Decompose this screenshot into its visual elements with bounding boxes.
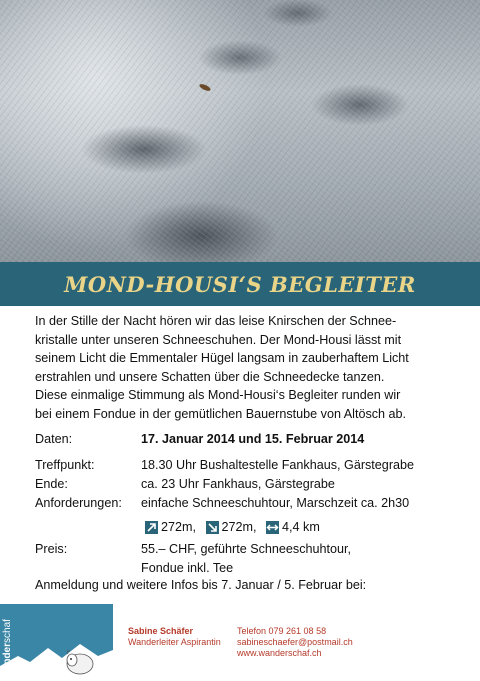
contact-details <box>237 626 353 659</box>
contact-web[interactable]: www.wanderschaf.ch <box>237 648 322 658</box>
distance-metric <box>266 520 320 534</box>
intro-line: bei einem Fondue in der gemütlichen Bauernstube von Altösch ab. <box>35 406 407 421</box>
preis-label: Preis: <box>35 542 68 556</box>
daten-label: Daten: <box>35 432 73 446</box>
anforderungen-value: einfache Schneeschuhtour, Marschzeit ca. 2h30 <box>141 496 410 510</box>
contact-email[interactable]: sabineschaefer@postmail.ch <box>237 637 353 647</box>
preis-value: 55.– CHF, geführte Schneeschuhtour, <box>141 542 352 556</box>
distance-arrows-icon <box>266 521 279 534</box>
anforderungen-label: Anforderungen: <box>35 496 122 510</box>
logo-wordmark <box>2 619 13 678</box>
descent-arrow-icon <box>206 521 219 534</box>
daten-value: 17. Januar 2014 und 15. Februar 2014 <box>141 432 365 446</box>
page-title: MOND-HOUSI‘S BEGLEITER <box>64 271 416 297</box>
treffpunkt-label: Treffpunkt: <box>35 458 95 472</box>
descent-metric <box>206 520 257 534</box>
snow-photo <box>0 0 480 262</box>
logo-word-bold: wander <box>2 642 13 678</box>
registration-note: Anmeldung und weitere Infos bis 7. Januar / 5. Februar bei: <box>35 578 367 592</box>
preis-value-2: Fondue inkl. Tee <box>141 561 234 575</box>
snow-texture <box>0 0 480 262</box>
intro-text <box>35 312 460 423</box>
contact-person <box>128 626 221 648</box>
descent-value: 272m, <box>221 520 257 534</box>
sheep-logo-icon <box>0 604 113 681</box>
intro-line: In der Stille der Nacht hören wir das leise Knirschen der Schnee- <box>35 314 397 328</box>
ascent-arrow-icon <box>145 521 158 534</box>
ende-label: Ende: <box>35 477 68 491</box>
intro-line: erstrahlen und unsere Schatten über die Schneedecke tanzen. <box>35 369 385 384</box>
intro-line: kristalle unter unseren Schneeschuhen. Der Mond-Housi lässt mit <box>35 332 402 347</box>
intro-line: Diese einmalige Stimmung als Mond-Housi‘s Begleiter runden wir <box>35 388 401 402</box>
wanderschaf-logo <box>0 604 113 681</box>
distance-value: 4,4 km <box>282 520 320 534</box>
contact-name: Sabine Schäfer <box>128 626 194 636</box>
ende-value: ca. 23 Uhr Fankhaus, Gärstegrabe <box>141 477 335 491</box>
contact-phone: Telefon 079 261 08 58 <box>237 626 327 636</box>
treffpunkt-value: 18.30 Uhr Bushaltestelle Fankhaus, Gärstegrabe <box>141 458 415 472</box>
ascent-metric <box>145 520 196 534</box>
intro-line: seinem Licht die Emmentaler Hügel langsam in zauberhaftem Licht <box>35 351 409 365</box>
ascent-value: 272m, <box>161 520 197 534</box>
contact-role: Wanderleiter Aspirantin <box>128 637 221 647</box>
logo-word-thin: schaf <box>2 619 13 643</box>
metrics <box>145 520 326 537</box>
title-band <box>0 262 480 306</box>
